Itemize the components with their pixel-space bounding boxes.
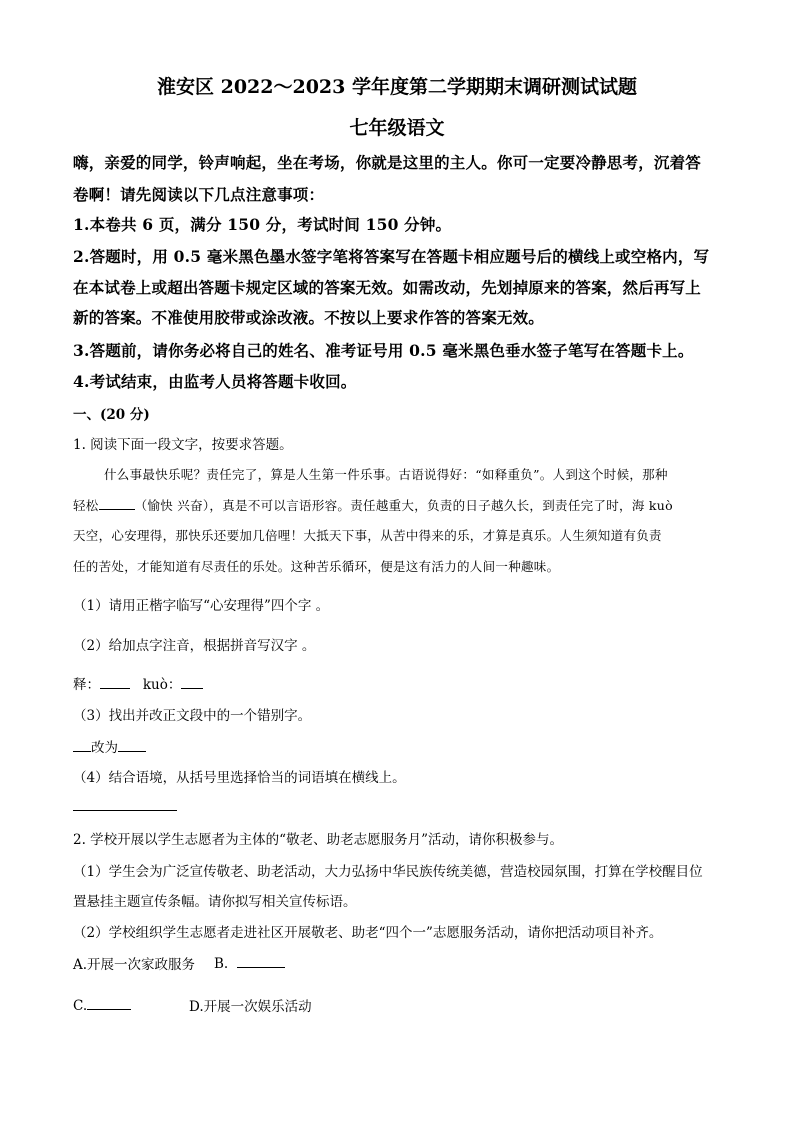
passage-line-2-end: （愉快 兴奋），真是不可以言语形容。责任越重大，负责的日子越久长，到责任完了时，海 kuò xyxy=(134,498,673,513)
question-1-sub-4: （4）结合语境，从括号里选择恰当的词语填在横线上。 xyxy=(73,770,406,786)
question-1-prompt: 1. 阅读下面一段文字，按要求答题。 xyxy=(73,437,293,453)
section-1-heading: 一、(20 分) xyxy=(73,407,150,423)
question-1-sub-3-answer xyxy=(73,736,146,756)
exam-title: 淮安区 2022～2023 学年度第二学期期末调研测试试题 xyxy=(157,76,637,98)
intro-line-1: 嗨，亲爱的同学，铃声响起，坐在考场，你就是这里的主人。你可一定要冷静思考，沉着答 xyxy=(73,153,702,172)
answer-blank-kuo[interactable] xyxy=(181,674,203,689)
option-a: A.开展一次家政服务 xyxy=(73,957,196,973)
note-2-line-2: 在本试卷上或超出答题卡规定区域的答案无效。如需改动，先划掉原来的答案，然后再写上 xyxy=(73,278,702,297)
passage-blank[interactable] xyxy=(99,495,135,510)
passage-line-1: 什么事最快乐呢？责任完了，算是人生第一件乐事。古语说得好：“如释重负”。人到这个时候，那种 xyxy=(104,467,668,482)
question-1-sub-1: （1）请用正楷字临写“心安理得”四个字 。 xyxy=(73,598,330,614)
exam-subtitle: 七年级语文 xyxy=(349,117,445,139)
passage-line-3: 天空，心安理得，那快乐还要加几倍哩！大抵天下事，从苦中得来的乐，才算是真乐。人生须知道有负责 xyxy=(73,528,662,543)
option-b xyxy=(214,953,285,972)
question-2-sub-1-line-1: （1）学生会为广泛宣传敬老、助老活动，大力弘扬中华民族传统美德，营造校园氛围，打算在学校醒目位 xyxy=(73,864,703,880)
correct-char-blank[interactable] xyxy=(118,737,146,752)
passage-line-4: 任的苦处，才能知道有尽责任的乐处。这种苦乐循环，便是这有活力的人间一种趣味。 xyxy=(73,559,560,574)
answer-label-kuo: kuò： xyxy=(142,677,182,693)
wrong-char-blank[interactable] xyxy=(73,737,91,752)
passage-line-2 xyxy=(73,495,673,514)
question-1-sub-2-answers xyxy=(73,673,203,693)
correct-to-label: 改为 xyxy=(91,740,118,756)
answer-blank-shi[interactable] xyxy=(100,674,130,689)
option-d: D.开展一次娱乐活动 xyxy=(189,999,312,1015)
passage-line-2-start: 轻松 xyxy=(73,498,99,513)
answer-label-shi: 释： xyxy=(73,677,100,693)
note-2-line-3: 新的答案。不准使用胶带或涂改液。不按以上要求作答的答案无效。 xyxy=(73,308,545,327)
question-2-sub-2: （2）学校组织学生志愿者走进社区开展敬老、助老“四个一”志愿服务活动，请你把活动项目补齐。 xyxy=(73,925,663,941)
question-1-sub-2: （2）给加点字注音，根据拼音写汉字 。 xyxy=(73,638,316,654)
answer-line-sub-4[interactable] xyxy=(73,810,177,811)
question-1-sub-3: （3）找出并改正文段中的一个错别字。 xyxy=(73,708,312,724)
note-2-line-1: 2.答题时，用 0.5 毫米黑色墨水签字笔将答案写在答题卡相应题号后的横线上或空格内，写 xyxy=(73,247,710,266)
question-2-sub-1-line-2: 置悬挂主题宣传条幅。请你拟写相关宣传标语。 xyxy=(73,894,357,910)
option-c-blank[interactable] xyxy=(87,995,131,1010)
intro-line-2: 卷啊！请先阅读以下几点注意事项： xyxy=(73,185,325,204)
option-b-label: B. xyxy=(214,956,229,972)
option-b-blank[interactable] xyxy=(237,953,285,968)
option-c xyxy=(73,995,131,1014)
note-4: 4.考试结束，由监考人员将答题卡收回。 xyxy=(73,372,357,391)
note-3: 3.答题前，请你务必将自己的姓名、准考证号用 0.5 毫米黑色垂水签子笔写在答题卡上。 xyxy=(73,341,694,360)
option-c-label: C. xyxy=(73,998,88,1014)
question-2-prompt: 2. 学校开展以学生志愿者为主体的“敬老、助老志愿服务月”活动，请你积极参与。 xyxy=(73,832,563,848)
note-1: 1.本卷共 6 页，满分 150 分，考试时间 150 分钟。 xyxy=(73,215,452,234)
